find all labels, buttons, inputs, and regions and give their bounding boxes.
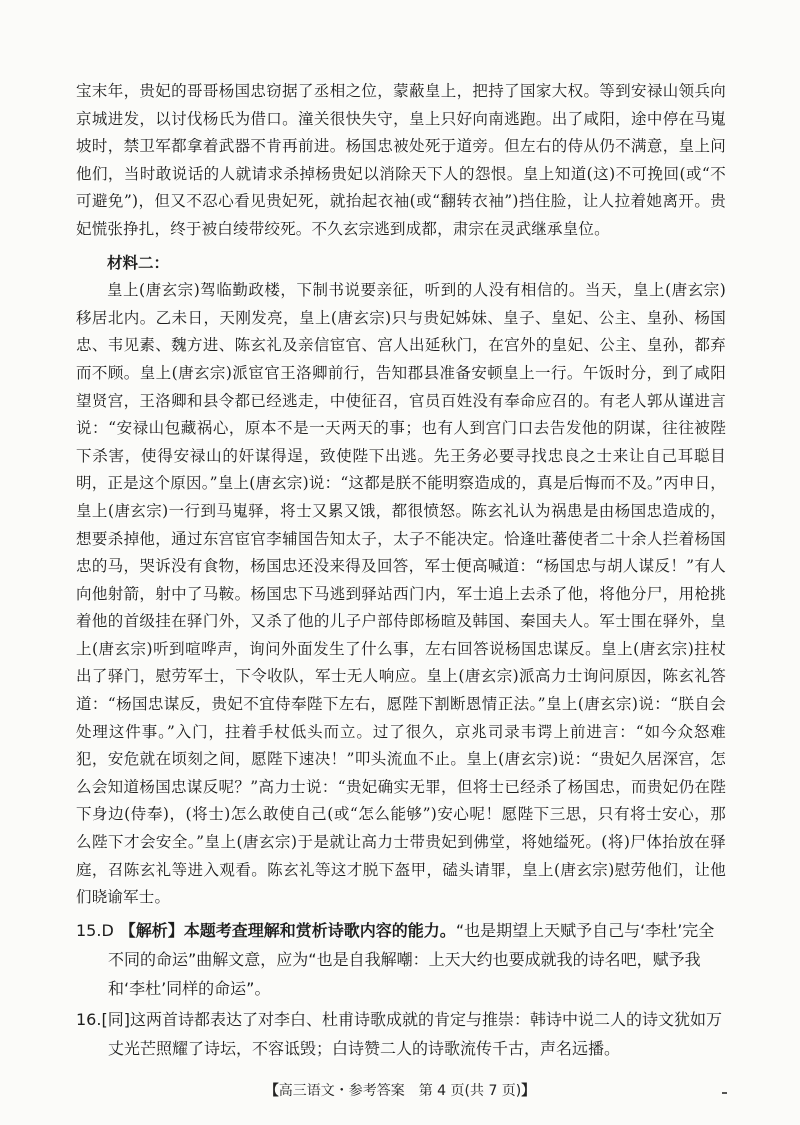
material2-heading: 材料二：: [107, 253, 170, 272]
answer-body: “也是期望上天赋予自己与‘李杜’完全不同的命运”曲解文意，应为“也是自我解嘲：上天大约也要成就我的诗名吧，赋予我和‘李杜’同样的命运”。: [108, 920, 715, 998]
footer-bracket-right: 】: [521, 1083, 536, 1099]
answer-tag: 【解析】: [119, 920, 184, 940]
answer-body: [同]这两首诗都表达了对李白、杜甫诗歌成就的肯定与推崇：韩诗中说二人的诗文犹如万丈光芒照耀了诗坛，不容诋毁；白诗赞二人的诗歌流传千古，声名远播。: [101, 1009, 722, 1058]
page-mark: [722, 1092, 727, 1094]
document-page: [76, 78, 726, 1065]
answer-letter: D: [101, 920, 114, 940]
answer-15: [76, 916, 726, 1003]
footer-bracket-left: 【: [264, 1083, 279, 1099]
answer-16: [76, 1005, 726, 1063]
answer-number: 15.: [76, 920, 102, 940]
answer-number: 16.: [76, 1009, 102, 1029]
footer-text: 高三语文・参考答案 第 4 页(共 7 页): [278, 1083, 522, 1099]
answer-tag-text: 本题考查理解和赏析诗歌内容的能力。: [183, 920, 456, 940]
page-footer: [0, 1080, 800, 1100]
paragraph-material1-end: 宝末年，贵妃的哥哥杨国忠窃据了丞相之位，蒙蔽皇上，把持了国家大权。等到安禄山领兵向京城进发，以讨伐杨氏为借口。潼关很快失守，皇上只好向南逃跑。出了咸阳，途中停在马嵬坡时，禁卫军都拿着武器不肯再前进。杨国忠被处死于道旁。但左右的侍从仍不满意，皇上问他们，当时敢说话的人就请求杀掉杨贵妃以消除天下人的怨恨。皇上知道(这)不可挽回(或“不可避免”)，但又不忍心看见贵妃死，就抬起衣袖(或“翻转衣袖”)挡住脸，让人拉着她离开。贵妃慌张挣扎，终于被白绫带绞死。不久玄宗逃到成都，肃宗在灵武继承皇位。: [76, 82, 726, 238]
paragraph-material2: 皇上(唐玄宗)驾临勤政楼，下制书说要亲征，听到的人没有相信的。当天，皇上(唐玄宗)移居北内。乙未日，天刚发亮，皇上(唐玄宗)只与贵妃姊妹、皇子、皇妃、公主、皇孙、杨国忠、韦见素、魏方进、陈玄礼及亲信宦官、宫人出延秋门，在宫外的皇妃、公主、皇孙，都弃而不顾。皇上(唐玄宗)派宦官王洛卿前行，告知郡县准备安顿皇上一行。午饭时分，到了咸阳望贤宫，王洛卿和县令都已经逃走，中使征召，官员百姓没有奉命应召的。有老人郭从谨进言说：“安禄山包藏祸心，原本不是一天两天的事；也有人到宫门口去告发他的阴谋，往往被陛下杀害，使得安禄山的奸谋得逞，致使陛下出逃。先王务必要寻找忠良之士来让自己耳聪目明，正是这个原因。”皇上(唐玄宗)说：“这都是朕不能明察造成的，真是后悔而不及。”丙申日，皇上(唐玄宗)一行到马嵬驿，将士又累又饿，都很愤怒。陈玄礼认为祸患是由杨国忠造成的，想要杀掉他，通过东宫宦官李辅国告知太子，太子不能决定。恰逢吐蕃使者二十余人拦着杨国忠的马，哭诉没有食物，杨国忠还没来得及回答，军士便高喊道：“杨国忠与胡人谋反！”有人向他射箭，射中了马鞍。杨国忠下马逃到驿站西门内，军士追上去杀了他，将他分尸，用枪挑着他的首级挂在驿门外，又杀了他的儿子户部侍郎杨暄及韩国、秦国夫人。军士围在驿外，皇上(唐玄宗)听到喧哗声，询问外面发生了什么事，左右回答说杨国忠谋反。皇上(唐玄宗)拄杖出了驿门，慰劳军士，下令收队，军士无人响应。皇上(唐玄宗)派高力士询问原因，陈玄礼答道：“杨国忠谋反，贵妃不宜侍奉陛下左右，愿陛下割断恩情正法。”皇上(唐玄宗)说：“朕自会处理这件事。”入门，拄着手杖低头而立。过了很久，京兆司录韦谔上前进言：“如今众怒难犯，安危就在顷刻之间，愿陛下速决！”叩头流血不止。皇上(唐玄宗)说：“贵妃久居深宫，怎么会知道杨国忠谋反呢？”高力士说：“贵妃确实无罪，但将士已经杀了杨国忠，而贵妃仍在陛下身边(侍奉)，(将士)怎么敢使自己(或“怎么能够”)安心呢！愿陛下三思，只有将士安心，那么陛下才会安全。”皇上(唐玄宗)于是就让高力士带贵妃到佛堂，将她缢死。(将)尸体抬放在驿庭，召陈玄礼等进入观看。陈玄礼等这才脱下盔甲，磕头请罪，皇上(唐玄宗)慰劳他们，让他们晓谕军士。: [76, 281, 726, 907]
answer-list: [76, 916, 726, 1063]
